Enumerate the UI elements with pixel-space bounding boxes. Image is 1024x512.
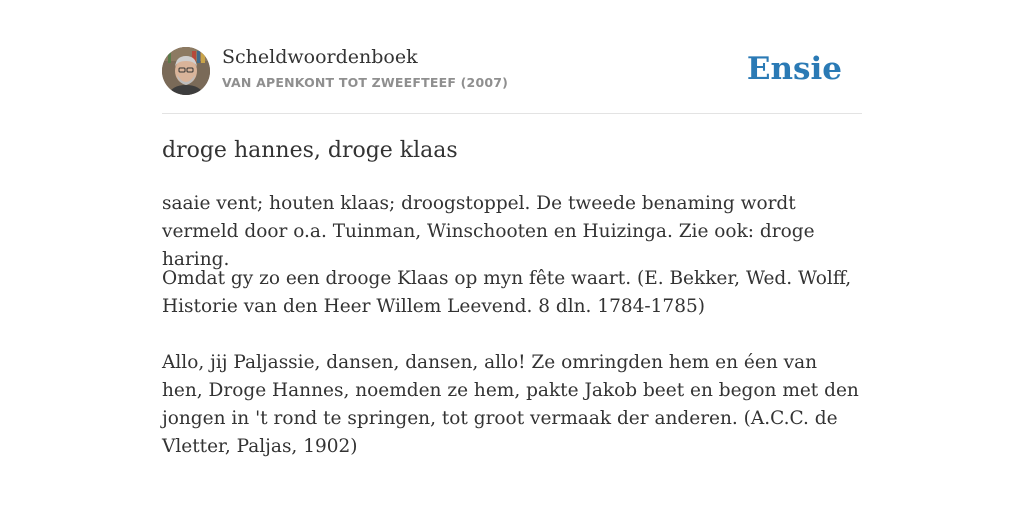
source-subtitle: VAN APENKONT TOT ZWEEFTEEF (2007) [222, 75, 509, 90]
entry-definition: saaie vent; houten klaas; droogstoppel. De tweede benaming wordt vermeld door o.a. Tuinman, Winschooten en Huizinga. Zie ook: droge haring. [162, 193, 815, 270]
source-name[interactable]: Scheldwoordenboek [222, 46, 418, 68]
entry-quote-1: Omdat gy zo een drooge Klaas op myn fête waart. (E. Bekker, Wed. Wolff, Historie van den Heer Willem Leevend. 8 dln. 1784-1785) [162, 268, 852, 317]
author-avatar[interactable] [162, 47, 210, 95]
entry-title: droge hannes, droge klaas [162, 138, 458, 163]
card-header [162, 0, 862, 114]
author-portrait-icon [162, 47, 210, 95]
entry-card [162, 0, 862, 457]
ensie-logo[interactable]: Ensie [746, 51, 842, 87]
entry-quote-2: Allo, jij Paljassie, dansen, dansen, allo! Ze omringden hem en éen van hen, Droge Hannes, noemden ze hem, pakte Jakob beet en begon met den jongen in 't rond te springen, tot groot vermaak der anderen. (A.C.C. de Vletter, Paljas, 1902) [162, 352, 859, 457]
